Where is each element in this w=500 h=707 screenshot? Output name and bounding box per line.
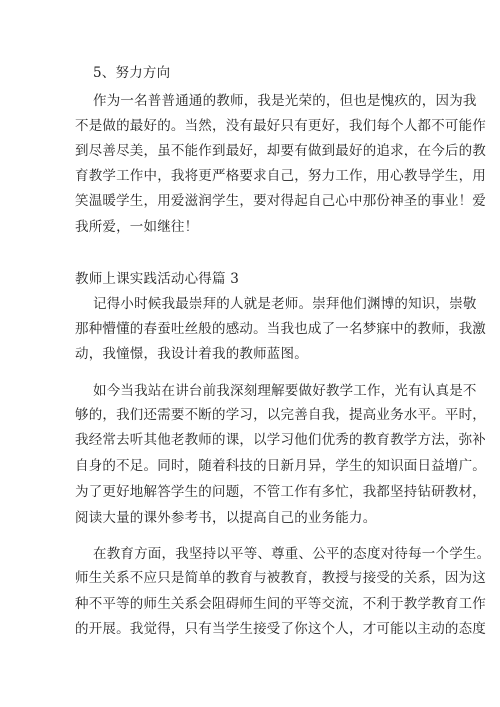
paragraph-line: 师生关系不应只是简单的教育与被教育，教授与接受的关系，因为这 <box>75 570 486 586</box>
paragraph-line: 我所爱，一如继往！ <box>75 219 199 235</box>
paragraph-line: 种不平等的师生关系会阻碍师生间的平等交流，不利于教学教育工作 <box>75 596 486 612</box>
paragraph-line: 那种懵懂的春蚕吐丝般的感动。当我也成了一名梦寐中的教师，我激 <box>75 321 486 337</box>
section-heading: 5、努力方向 <box>93 65 171 81</box>
paragraph-line: 到尽善尽美，虽不能作到最好，却要有做到最好的追求，在今后的教 <box>75 143 486 159</box>
paragraph-line: 育教学工作中，我将更严格要求自己，努力工作，用心教导学生，用 <box>75 168 486 184</box>
paragraph-line: 笑温暖学生，用爱滋润学生，要对得起自己心中那份神圣的事业！爱 <box>75 193 486 209</box>
paragraph-line: 记得小时候我最崇拜的人就是老师。崇拜他们渊博的知识，崇敬 <box>93 296 477 312</box>
paragraph-line: 在教育方面，我坚持以平等、尊重、公平的态度对待每一个学生。 <box>93 546 491 562</box>
paragraph-line: 我经常去听其他老教师的课，以学习他们优秀的教育教学方法，弥补 <box>75 432 486 448</box>
paragraph-line: 的开展。我觉得，只有当学生接受了你这个人，才可能以主动的态度 <box>75 621 486 637</box>
paragraph-line: 动，我憧憬，我设计着我的教师蓝图。 <box>75 346 308 362</box>
paragraph-line: 阅读大量的课外参考书，以提高自己的业务能力。 <box>75 510 377 526</box>
paragraph-line: 自身的不足。同时，随着科技的日新月异，学生的知识面日益增广。 <box>75 458 486 474</box>
paragraph-line: 够的，我们还需要不断的学习，以完善自我，提高业务水平。平时， <box>75 407 486 423</box>
paragraph-line: 作为一名普普通通的教师，我是光荣的，但也是愧疚的，因为我 <box>93 93 477 109</box>
paragraph-line: 为了更好地解答学生的问题，不管工作有多忙，我都坚持钻研教材， <box>75 484 486 500</box>
paragraph-line: 不是做的最好的。当然，没有最好只有更好，我们每个人都不可能作 <box>75 118 486 134</box>
article-title: 教师上课实践活动心得篇 3 <box>75 271 239 287</box>
paragraph-line: 如今当我站在讲台前我深刻理解要做好教学工作，光有认真是不 <box>93 383 477 399</box>
